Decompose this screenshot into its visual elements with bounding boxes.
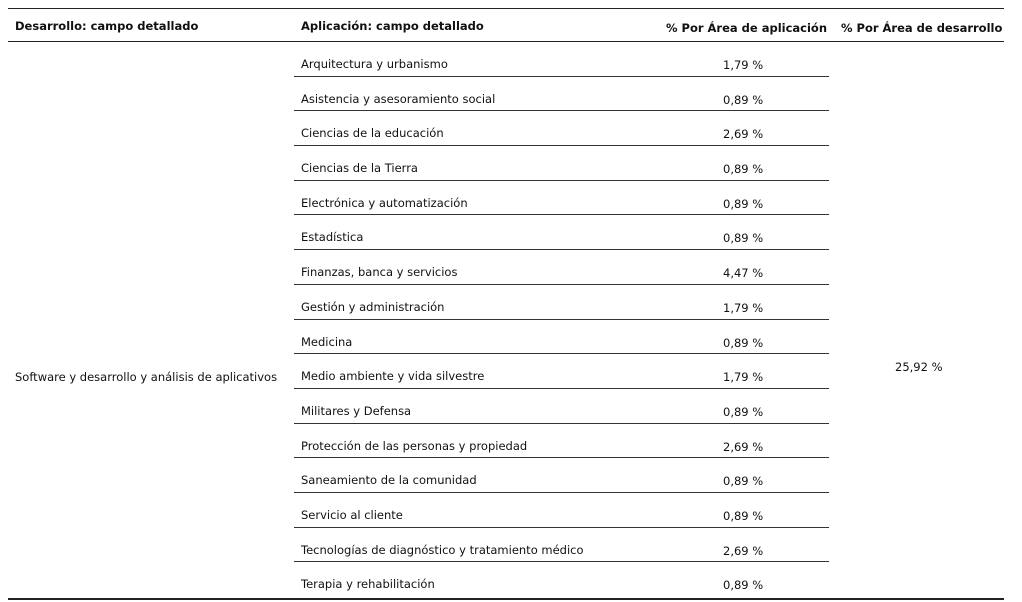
app-field-cell: Tecnologías de diagnóstico y tratamiento médico (301, 542, 584, 557)
table-row (8, 77, 1004, 112)
header-dev-field: Desarrollo: campo detallado (15, 19, 199, 33)
pct-app-cell: 4,47 % (723, 266, 764, 281)
header-pct-app: % Por Área de aplicación (666, 21, 827, 35)
table-row (8, 493, 1004, 528)
table-row (8, 389, 1004, 424)
pct-app-cell: 0,89 % (723, 92, 764, 107)
pct-app-cell: 0,89 % (723, 335, 764, 350)
pct-app-cell: 1,79 % (723, 300, 764, 315)
pct-app-cell: 0,89 % (723, 231, 764, 246)
app-field-cell: Medicina (301, 334, 353, 349)
table-bottom-rule (8, 598, 1004, 600)
app-field-cell: Servicio al cliente (301, 507, 403, 522)
pct-app-cell: 0,89 % (723, 508, 764, 523)
header-pct-dev: % Por Área de desarrollo (841, 21, 1003, 35)
table-row (8, 146, 1004, 181)
pct-app-cell: 2,69 % (723, 439, 764, 454)
table-body (8, 42, 1004, 597)
app-field-cell: Saneamiento de la comunidad (301, 473, 477, 488)
app-field-cell: Medio ambiente y vida silvestre (301, 369, 485, 384)
header-app-field: Aplicación: campo detallado (301, 19, 484, 33)
table-row (8, 528, 1004, 563)
app-field-cell: Terapia y rehabilitación (301, 577, 435, 592)
table-row (8, 111, 1004, 146)
pct-app-cell: 2,69 % (723, 127, 764, 142)
app-field-cell: Gestión y administración (301, 299, 445, 314)
pct-app-cell: 0,89 % (723, 404, 764, 419)
app-field-cell: Ciencias de la Tierra (301, 161, 418, 176)
table-top-rule (8, 8, 1004, 9)
table-row (8, 285, 1004, 320)
app-field-cell: Finanzas, banca y servicios (301, 265, 458, 280)
app-field-cell: Militares y Defensa (301, 403, 412, 418)
table-row (8, 458, 1004, 493)
pct-app-cell: 0,89 % (723, 162, 764, 177)
app-field-cell: Arquitectura y urbanismo (301, 57, 448, 71)
table-row (8, 562, 1004, 597)
app-field-cell: Asistencia y asesoramiento social (301, 91, 496, 106)
data-table (8, 8, 1004, 600)
pct-app-cell: 0,89 % (723, 578, 764, 593)
pct-app-cell: 1,79 % (723, 370, 764, 385)
app-field-cell: Ciencias de la educación (301, 126, 444, 141)
table-row (8, 320, 1004, 355)
app-field-cell: Protección de las personas y propiedad (301, 438, 528, 453)
pct-app-cell: 0,89 % (723, 474, 764, 489)
app-field-cell: Estadística (301, 230, 364, 245)
dev-field-cell: Software y desarrollo y análisis de aplicativos (15, 370, 278, 384)
table-row (8, 250, 1004, 285)
table-row (8, 424, 1004, 459)
pct-app-cell: 1,79 % (723, 58, 764, 72)
table-row (8, 215, 1004, 250)
app-field-cell: Electrónica y automatización (301, 195, 468, 210)
table-row (8, 42, 1004, 77)
table-row (8, 181, 1004, 216)
pct-app-cell: 2,69 % (723, 543, 764, 558)
dev-total-cell: 25,92 % (895, 360, 943, 374)
pct-app-cell: 0,89 % (723, 196, 764, 211)
